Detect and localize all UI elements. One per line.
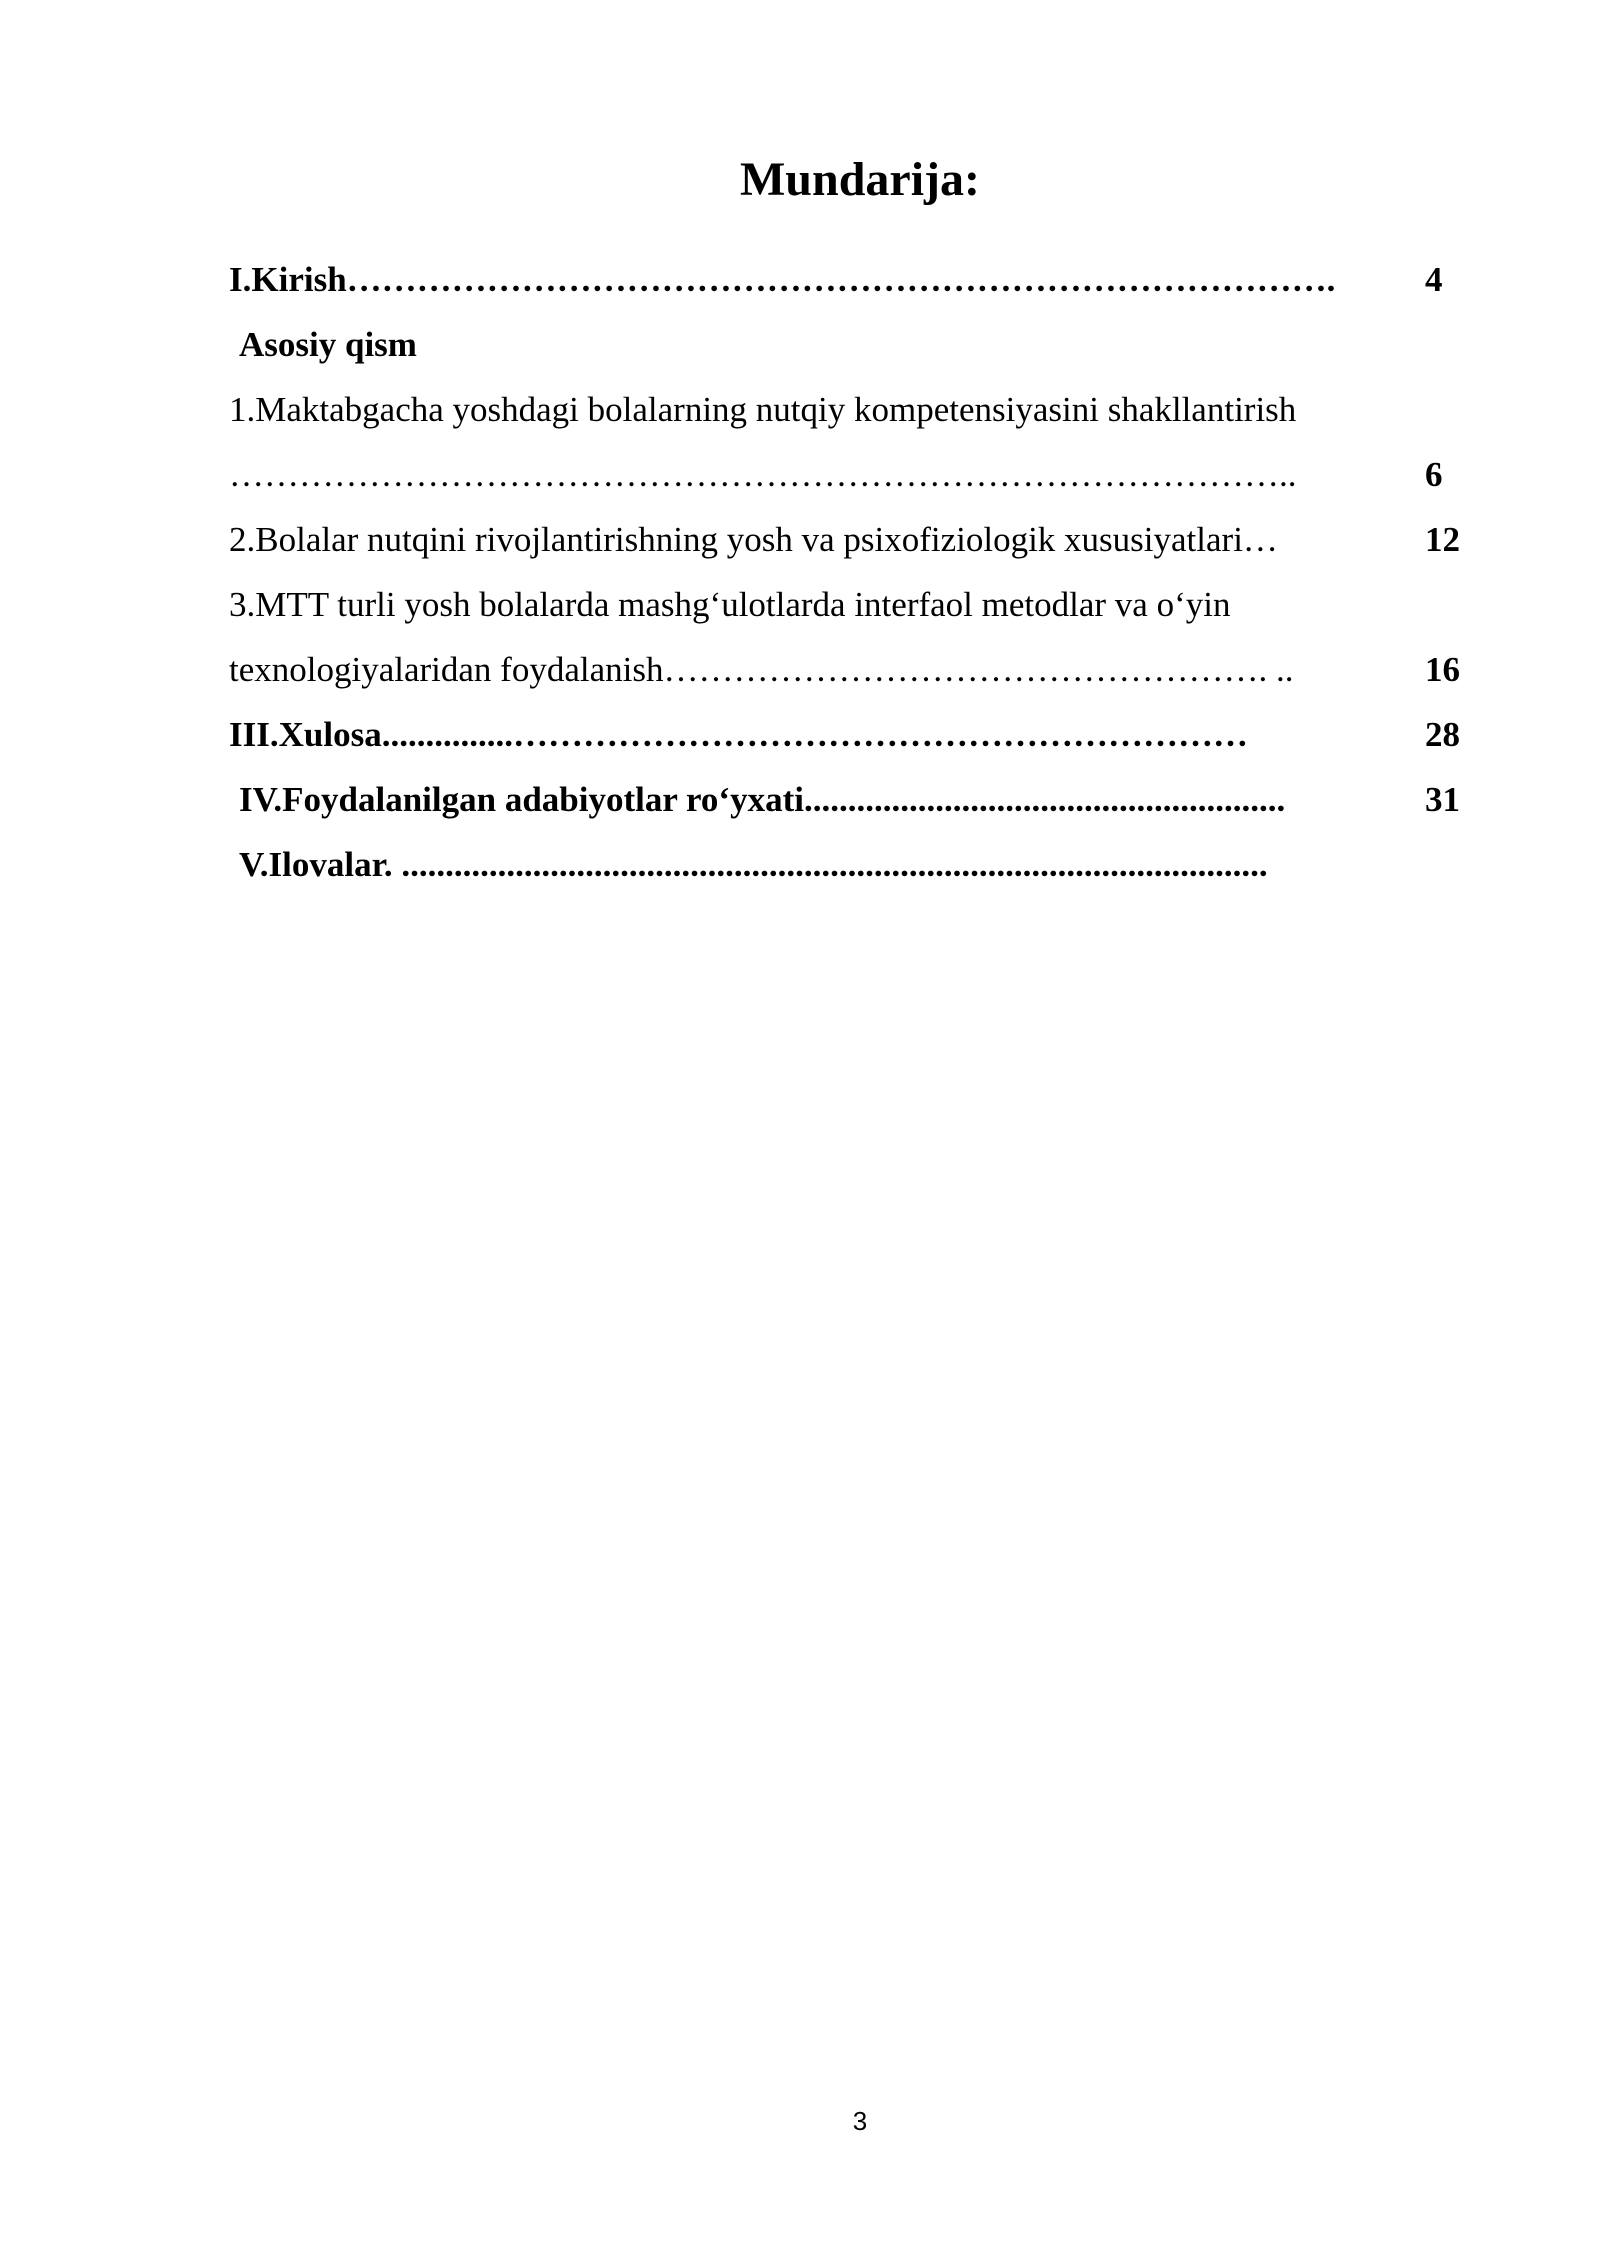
toc-entry-1-line2: ……………………………………………………………………………….. — [229, 455, 1297, 494]
toc-entry-1-line1: 1.Maktabgacha yoshdagi bolalarning nutqiy kompetensiyasini shakllantirish — [229, 390, 1297, 429]
toc-entry-2: 2.Bolalar nutqini rivojlantirishning yosh va psixofiziologik xususiyatlari… — [229, 520, 1278, 559]
toc-entry-3-line2: texnologiyalaridan foydalanish……………………………………………. .. — [229, 650, 1294, 689]
toc-entry-ilovalar: V.Ilovalar. ................................................................................................... — [239, 845, 1268, 884]
page-title: Mundarija: — [740, 153, 980, 206]
toc-entry-adabiyotlar: IV.Foydalanilgan adabiyotlar ro‘yxati....................................................... — [239, 780, 1286, 819]
toc-page-xulosa: 28 — [1425, 715, 1460, 754]
page-number: 3 — [852, 2106, 868, 2136]
toc-entry-kirish: I.Kirish…………………………………………………………………………. — [229, 260, 1336, 299]
toc-entry-3-line1: 3.MTT turli yosh bolalarda mashg‘ulotlarda interfaol metodlar va o‘yin — [229, 585, 1231, 624]
toc-page-2: 12 — [1425, 520, 1460, 559]
toc-entry-xulosa: III.Xulosa...............……………………………………………………… — [229, 715, 1248, 754]
toc-page-3: 16 — [1425, 650, 1460, 689]
toc-section-asosiy-qism: Asosiy qism — [239, 325, 417, 364]
toc-page-adabiyotlar: 31 — [1425, 780, 1460, 819]
toc-page-kirish: 4 — [1425, 260, 1443, 299]
toc-page-1: 6 — [1425, 455, 1443, 494]
